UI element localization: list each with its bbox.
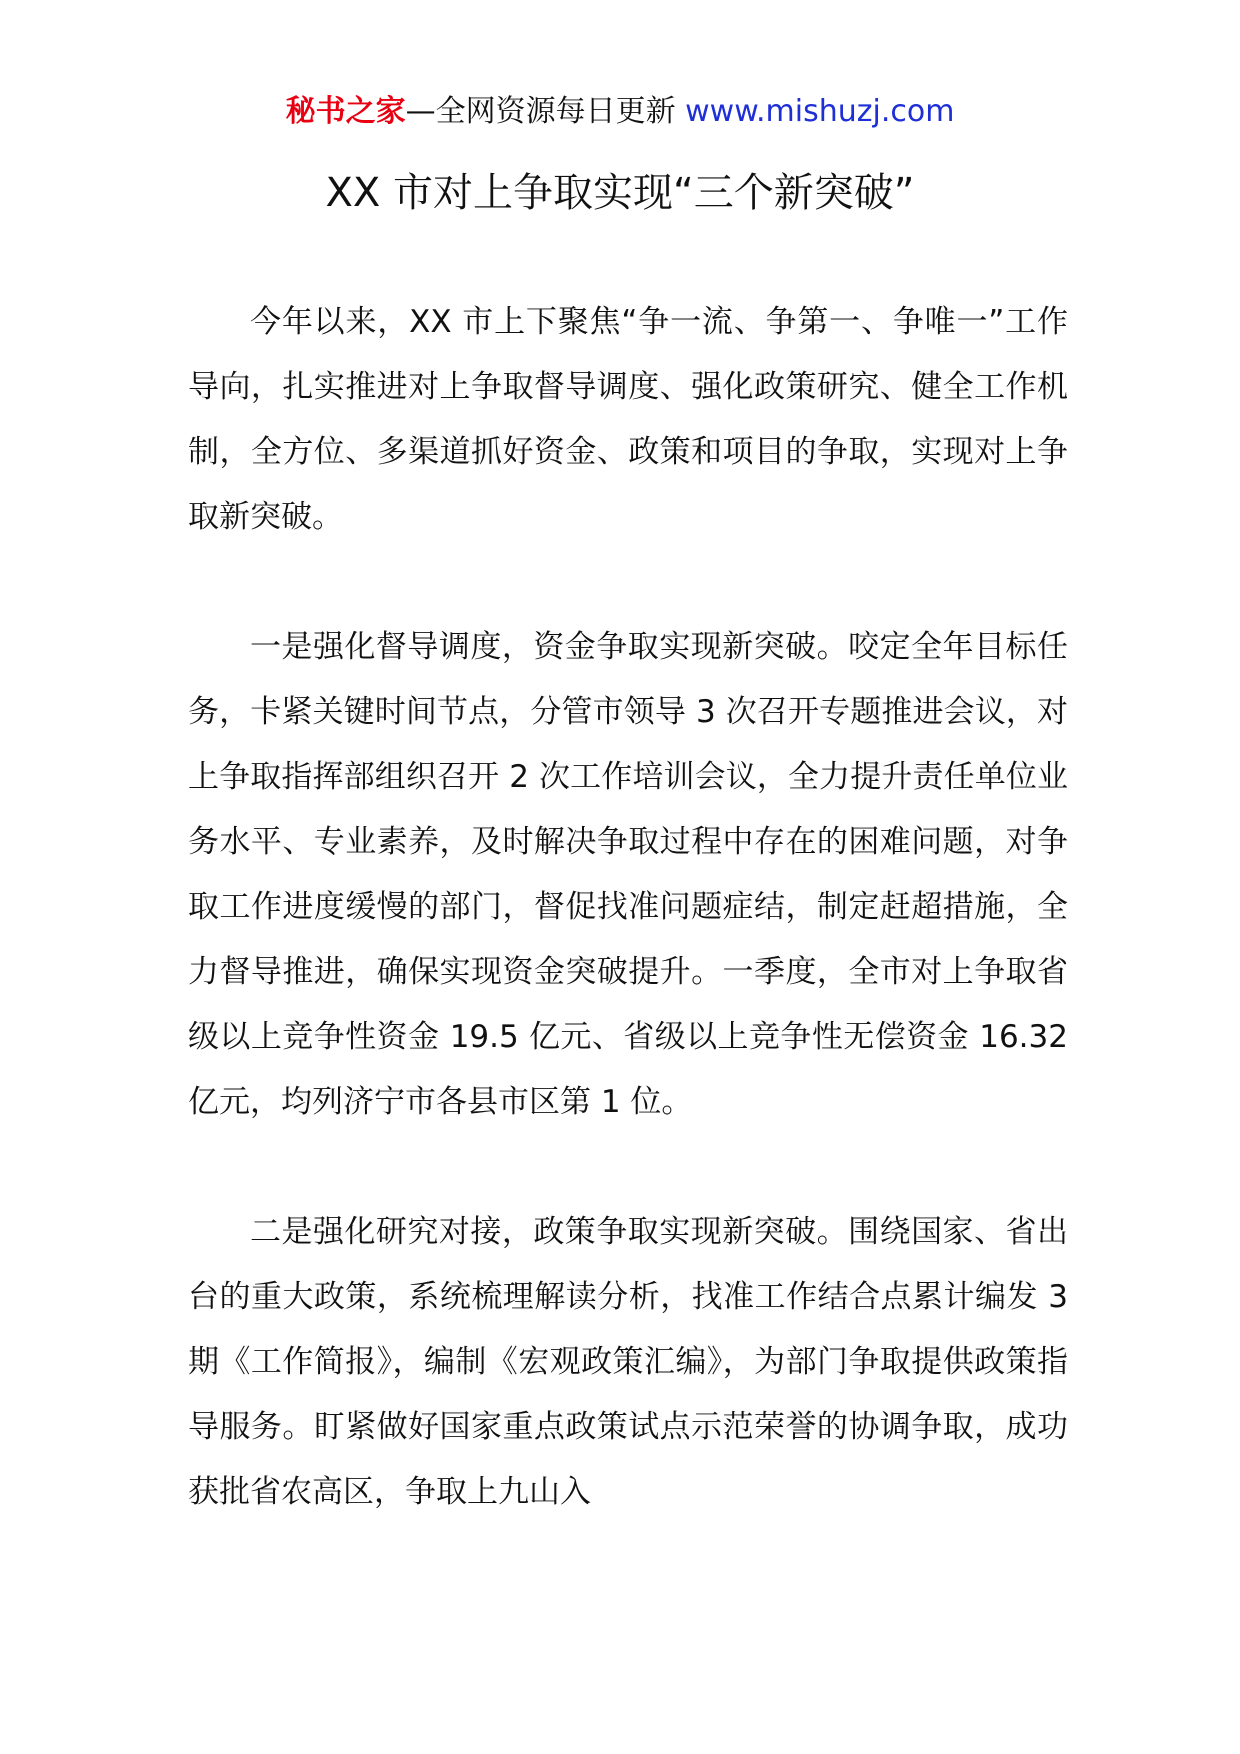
header-tagline: —全网资源每日更新 <box>405 94 676 129</box>
document-title: XX 市对上争取实现“三个新突破” <box>325 170 915 216</box>
site-header <box>0 92 1240 132</box>
paragraph-intro: 今年以来，XX 市上下聚焦“争一流、争第一、争唯一”工作导向，扎实推进对上争取督导调度、强化政策研究、健全工作机制，全方位、多渠道抓好资金、政策和项目的争取，实现对上争取新突破。 <box>188 304 1068 535</box>
site-url-link[interactable]: www.mishuzj.com <box>685 94 955 129</box>
paragraph-policy: 二是强化研究对接，政策争取实现新突破。围绕国家、省出台的重大政策，系统梳理解读分析，找准工作结合点累计编发 3 期《工作简报》，编制《宏观政策汇编》，为部门争取提供政策指导服务。盯紧做好国家重点政策试点示范荣誉的协调争取，成功获批省农高区，争取上九山入 <box>188 1214 1068 1510</box>
brand-name: 秘书之家 <box>285 94 406 129</box>
document-body <box>188 290 1068 1525</box>
paragraph-funding: 一是强化督导调度，资金争取实现新突破。咬定全年目标任务，卡紧关键时间节点，分管市领导 3 次召开专题推进会议，对上争取指挥部组织召开 2 次工作培训会议，全力提升责任单位业务水平、专业素养，及时解决争取过程中存在的困难问题，对争取工作进度缓慢的部门，督促找准问题症结，制定赶超措施，全力督导推进，确保实现资金突破提升。一季度，全市对上争取省级以上竞争性资金 19.5 亿元、省级以上竞争性无偿资金 16.32 亿元，均列济宁市各县市区第 1 位。 <box>188 629 1068 1120</box>
